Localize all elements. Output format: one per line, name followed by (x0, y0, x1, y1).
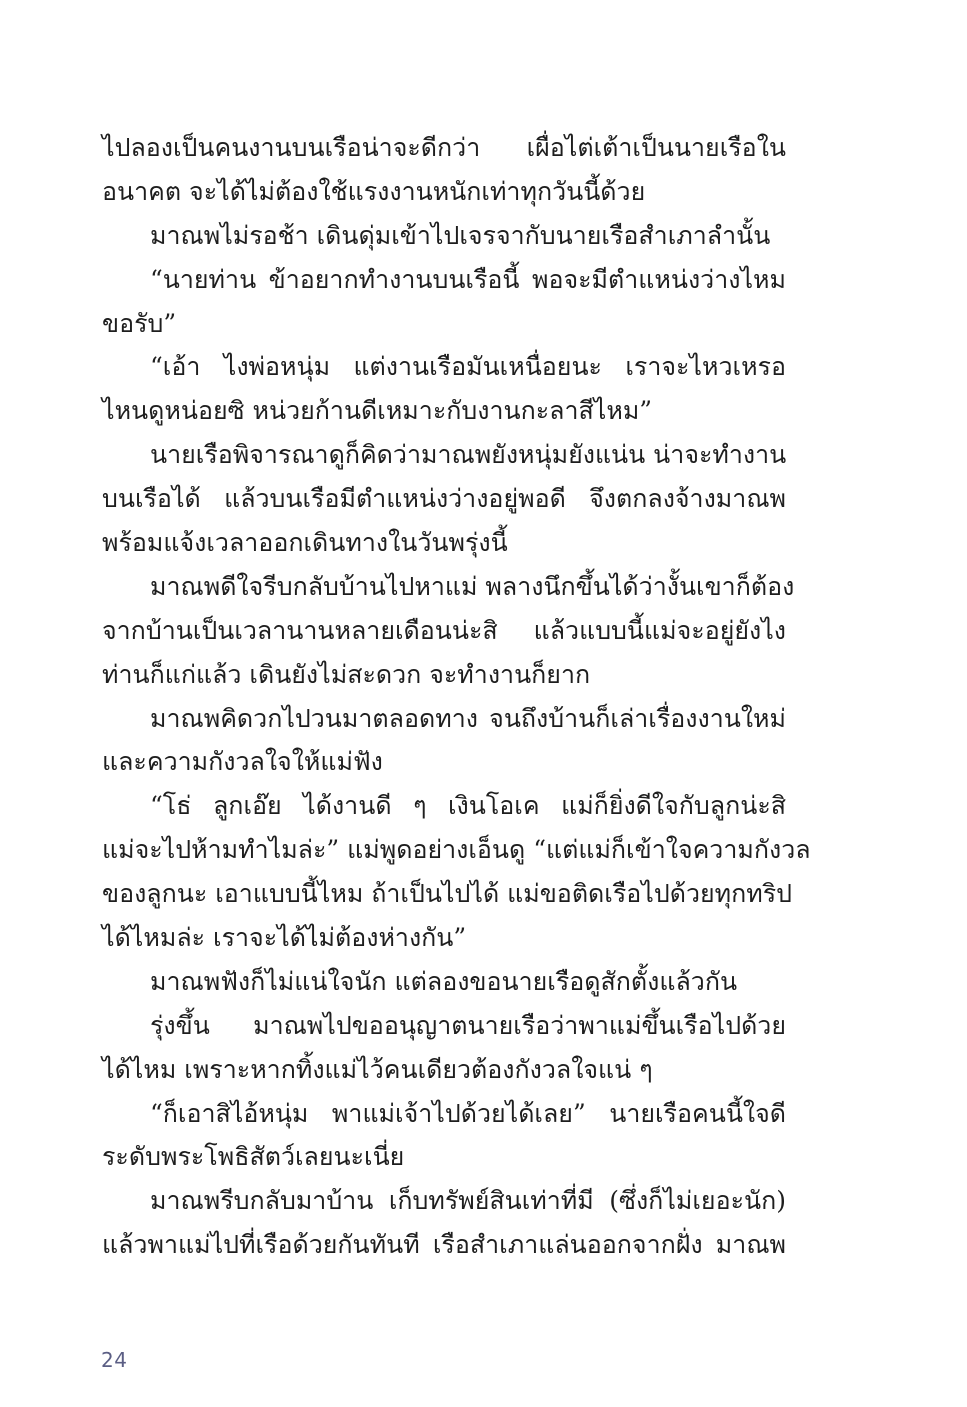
text-line: จากบ้านเป็นเวลานานหลายเดือนน่ะสิ แล้วแบบนี้แม่จะอยู่ยังไง (102, 615, 786, 645)
text-line: รุ่งขึ้น มาณพไปขออนุญาตนายเรือว่าพาแม่ขึ้นเรือไปด้วย (150, 1010, 786, 1040)
text-line: อนาคต จะได้ไม่ต้องใช้แรงงานหนักเท่าทุกวันนี้ด้วย (102, 176, 646, 206)
text-line: ได้ไหม เพราะหากทิ้งแม่ไว้คนเดียวต้องกังวลใจแน่ ๆ (102, 1054, 653, 1084)
text-line: ไหนดูหน่อยซิ หน่วยก้านดีเหมาะกับงานกะลาสีไหม” (102, 396, 653, 426)
text-line: “ก็เอาสิไอ้หนุ่ม พาแม่เจ้าไปด้วยได้เลย” นายเรือคนนี้ใจดี (150, 1098, 786, 1128)
text-line: ไปลองเป็นคนงานบนเรือน่าจะดีกว่า เผื่อไต่เต้าเป็นนายเรือใน (102, 133, 786, 162)
text-line: ของลูกนะ เอาแบบนี้ไหม ถ้าเป็นไปได้ แม่ขอติดเรือไปด้วยทุกทริป (102, 879, 793, 909)
text-line: ขอรับ” (102, 308, 177, 338)
text-line: ได้ไหมล่ะ เราจะได้ไม่ต้องห่างกัน” (102, 923, 467, 953)
text-line: และความกังวลใจให้แม่ฟัง (102, 747, 383, 777)
text-line: แล้วพาแม่ไปที่เรือด้วยกันทันที เรือสำเภาแล่นออกจากฝั่ง มาณพ (102, 1230, 786, 1260)
text-line: ระดับพระโพธิสัตว์เลยนะเนี่ย (102, 1142, 405, 1172)
text-line: “เอ้า ไงพ่อหนุ่ม แต่งานเรือมันเหนื่อยนะ เราจะไหวเหรอ (150, 352, 786, 382)
text-line: มาณพรีบกลับมาบ้าน เก็บทรัพย์สินเท่าที่มี (ซึ่งก็ไม่เยอะนัก) (150, 1186, 786, 1216)
text-line: ท่านก็แก่แล้ว เดินยังไม่สะดวก จะทำงานก็ยาก (102, 659, 591, 689)
text-line: “นายท่าน ข้าอยากทำงานบนเรือนี้ พอจะมีตำแหน่งว่างไหม (150, 264, 786, 294)
text-line: บนเรือได้ แล้วบนเรือมีตำแหน่งว่างอยู่พอดี จึงตกลงจ้างมาณพ (102, 484, 786, 514)
text-line: แม่จะไปห้ามทำไมล่ะ” แม่พูดอย่างเอ็นดู “แต่แม่ก็เข้าใจความกังวล (102, 835, 811, 865)
body-text (102, 126, 811, 1267)
text-line: “โธ่ ลูกเอ๊ย ได้งานดี ๆ เงินโอเค แม่ก็ยิ่งดีใจกับลูกน่ะสิ (150, 791, 786, 821)
text-line: มาณพไม่รอช้า เดินดุ่มเข้าไปเจรจากับนายเรือสำเภาลำนั้น (150, 220, 771, 250)
text-line: มาณพคิดวกไปวนมาตลอดทาง จนถึงบ้านก็เล่าเรื่องงานใหม่ (150, 703, 786, 733)
text-line: มาณพดีใจรีบกลับบ้านไปหาแม่ พลางนึกขึ้นได้ว่างั้นเขาก็ต้อง (150, 571, 795, 601)
page-number: 24 (101, 1348, 128, 1372)
text-line: พร้อมแจ้งเวลาออกเดินทางในวันพรุ่งนี้ (102, 528, 508, 558)
text-line: นายเรือพิจารณาดูก็คิดว่ามาณพยังหนุ่มยังแน่น น่าจะทำงาน (150, 440, 787, 470)
text-line: มาณพฟังก็ไม่แน่ใจนัก แต่ลองขอนายเรือดูสักตั้งแล้วกัน (150, 966, 738, 996)
